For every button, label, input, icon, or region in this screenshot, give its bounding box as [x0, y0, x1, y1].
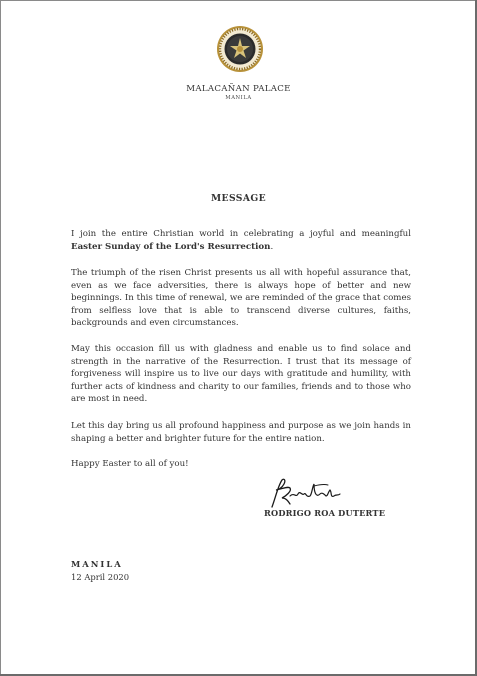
office-title: MALACAÑAN PALACE: [186, 84, 291, 94]
footer-place: MANILA: [71, 559, 123, 569]
presidential-seal-icon: [216, 25, 264, 73]
paragraph-1: [71, 228, 411, 253]
office-city: MANILA: [225, 95, 252, 101]
paragraph-2: The triumph of the risen Christ presents us all with hopeful assurance that, even as we face adversities, there is always hope of better and new beginnings. In this time of renewal, we are reminded of the grace that comes from selfless love that is able to transcend diverse cultures, faiths, backgrounds and even circumstances.: [71, 268, 411, 329]
paragraph-1-text: I join the entire Christian world in celebrating a joyful and meaningful: [71, 229, 411, 239]
paragraph-1-bold: Easter Sunday of the Lord's Resurrection: [71, 241, 271, 252]
footer-date: 12 April 2020: [71, 572, 130, 582]
paragraph-5: Happy Easter to all of you!: [71, 459, 189, 469]
signatory-name: RODRIGO ROA DUTERTE: [264, 508, 386, 518]
message-heading: MESSAGE: [210, 193, 267, 204]
paragraph-1-end: .: [270, 241, 274, 252]
paragraph-4: Let this day bring us all profound happiness and purpose as we join hands in shaping a better and brighter future for the entire nation.: [71, 421, 411, 444]
paragraph-3: May this occasion fill us with gladness and enable us to find solace and strength in the narrative of the Resurrection. I trust that its message of forgiveness will inspire us to live our days with gratitude and humility, with further acts of kindness and charity to our families, friends and to those who are most in need.: [71, 344, 411, 405]
